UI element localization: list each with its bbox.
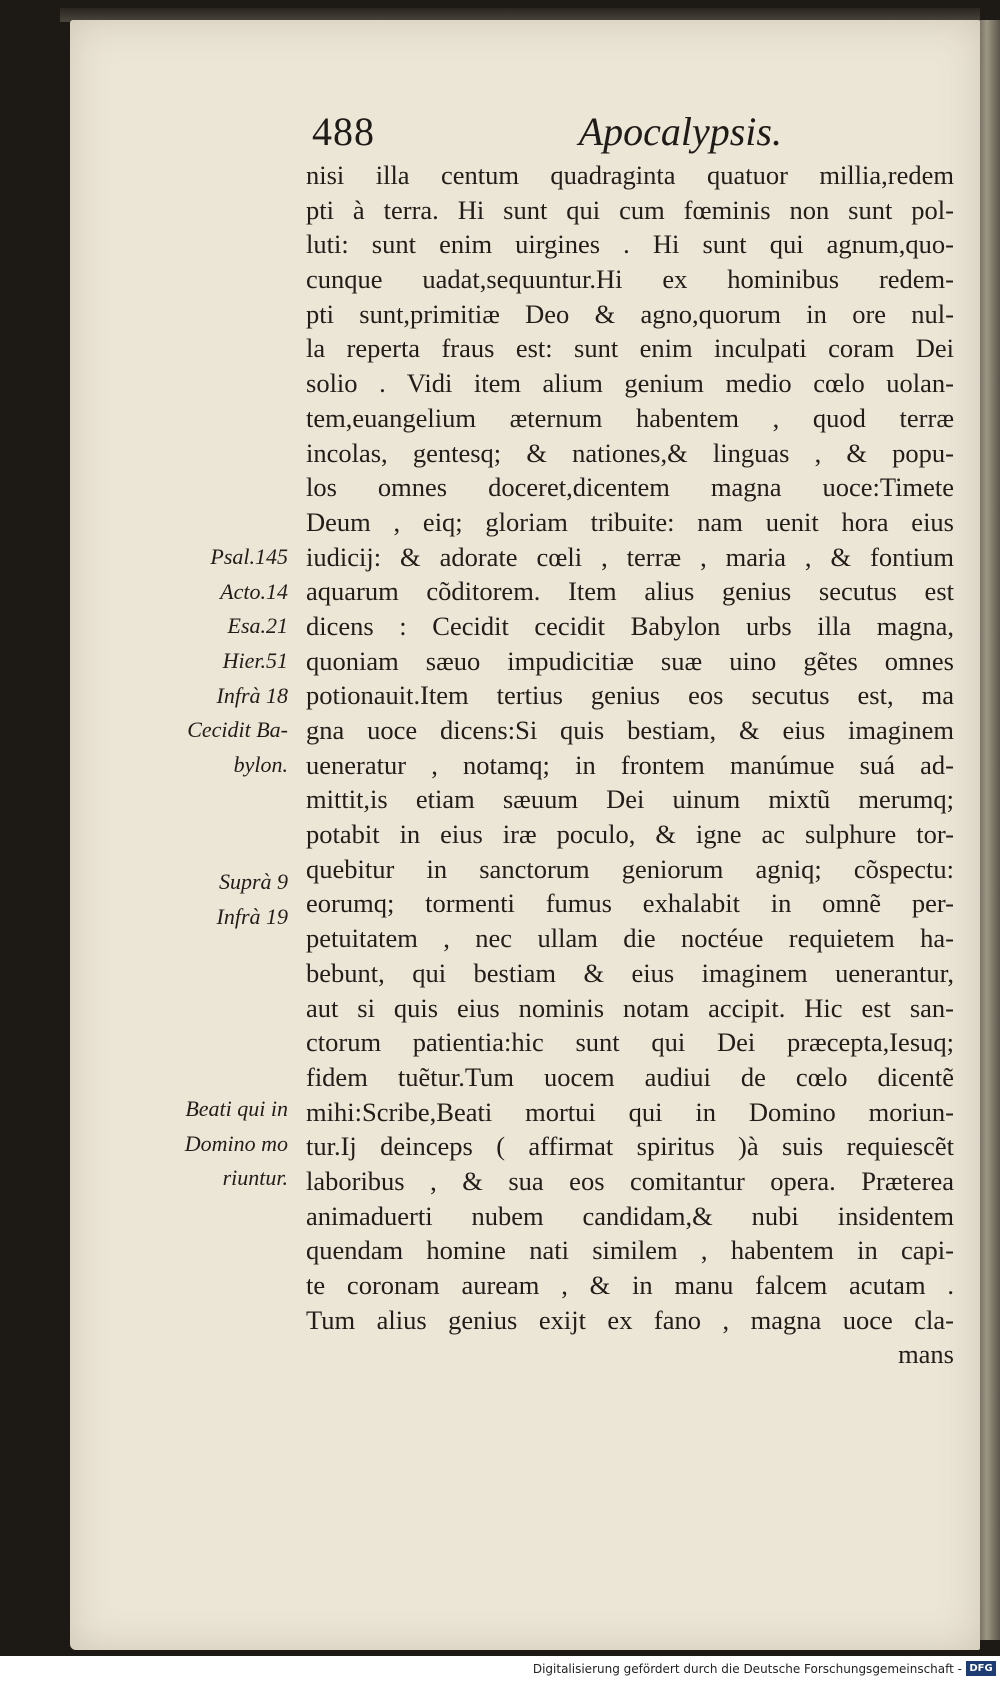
- margin-note-line: Infrà 19: [216, 903, 288, 929]
- margin-note-line: Hier.51: [222, 648, 288, 674]
- margin-note-line: Beati qui in: [185, 1096, 288, 1121]
- text-line: te coronam auream , & in manu falcem acutam .: [306, 1270, 954, 1300]
- footer-bar: [0, 1656, 1000, 1684]
- margin-note-line: Acto.14: [220, 578, 288, 604]
- text-line: aut si quis eius nominis notam accipit. Hic est san-: [306, 992, 954, 1023]
- text-line: gna uoce dicens:Si quis bestiam, & eius imaginem: [306, 715, 954, 745]
- text-line: petuitatem , nec ullam die noctéue requietem ha-: [306, 923, 954, 954]
- text-line: mittit,is etiam sæuum Dei uinum mixtũ merumq;: [306, 784, 954, 815]
- margin-notes-beati: [140, 1092, 288, 1196]
- text-line: incolas, gentesq; & nationes,& linguas , & popu-: [306, 437, 954, 468]
- page-number: 488: [312, 109, 375, 154]
- page-header: [312, 108, 782, 158]
- text-line: animaduerti nubem candidam,& nubi insidentem: [306, 1200, 954, 1231]
- margin-note-line: Esa.21: [227, 613, 288, 639]
- margin-note-line: Infrà 18: [216, 682, 288, 708]
- margin-note-line: Domino mo: [184, 1130, 288, 1156]
- margin-note-line: Cecidit Ba-: [187, 717, 288, 743]
- text-line: tem,euangelium æternum habentem , quod terræ: [306, 402, 954, 433]
- text-line: Tum alius genius exijt ex fano , magna uoce cla-: [306, 1304, 954, 1335]
- text-line: quebitur in sanctorum geniorum agniq; cõspectu:: [306, 853, 954, 884]
- text-line: potabit in eius iræ poculo, & igne ac sulphure tor-: [306, 819, 954, 850]
- text-line: potionauit.Item tertius genius eos secutus est, ma: [306, 680, 954, 711]
- text-line: ctorum patientia:hic sunt qui Dei præcepta,Iesuq;: [306, 1027, 954, 1058]
- text-line: laboribus , & sua eos comitantur opera. Præterea: [306, 1165, 954, 1196]
- text-line: luti: sunt enim uirgines . Hi sunt qui agnum,quo-: [306, 229, 954, 260]
- text-line: aquarum cõditorem. Item alius genius secutus est: [306, 576, 954, 607]
- margin-notes-psalms: [140, 540, 288, 783]
- text-line: tur.Ij deinceps ( affirmat spiritus )à suis requiescẽt: [306, 1131, 954, 1162]
- text-line: nisi illa centum quadraginta quatuor millia,redem: [306, 160, 954, 190]
- margin-note-line: bylon.: [233, 752, 288, 778]
- text-line: solio . Vidi item alium genium medio cœlo uolan-: [306, 368, 954, 399]
- text-line: quoniam sæuo impudicitiæ suæ uino gẽtes omnes: [306, 645, 954, 676]
- text-line: iudicij: & adorate cœli , terræ , maria , & fontium: [306, 541, 954, 572]
- text-line: pti à terra. Hi sunt qui cum fœminis non sunt pol-: [306, 194, 954, 225]
- margin-note-line: Suprà 9: [218, 869, 288, 894]
- footer-credit: Digitalisierung gefördert durch die Deutsche Forschungsgemeinschaft -: [532, 1662, 962, 1676]
- text-line: ueneratur , notamq; in frontem manúmue suá ad-: [306, 749, 954, 780]
- text-line: mans: [898, 1339, 954, 1370]
- text-line: pti sunt,primitiæ Deo & agno,quorum in ore nul-: [306, 298, 954, 329]
- dfg-logo: DFG: [966, 1661, 996, 1676]
- text-line: eorumq; tormenti fumus exhalabit in omnẽ per-: [306, 888, 954, 919]
- text-line: quendam homine nati similem , habentem in capi-: [306, 1235, 954, 1266]
- book-right-edge: [978, 20, 1000, 1640]
- running-title: Apocalypsis.: [578, 109, 782, 154]
- text-line: bebunt, qui bestiam & eius imaginem uenerantur,: [306, 957, 954, 988]
- margin-note-line: riuntur.: [222, 1165, 288, 1191]
- margin-note-line: Psal.145: [210, 544, 288, 569]
- text-line: dicens : Cecidit cecidit Babylon urbs illa magna,: [306, 610, 954, 641]
- text-line: Deum , eiq; gloriam tribuite: nam uenit hora eius: [306, 506, 954, 537]
- text-line: fidem tuẽtur.Tum uocem audiui de cœlo dicentẽ: [306, 1061, 954, 1092]
- text-line: los omnes doceret,dicentem magna uoce:Timete: [306, 472, 954, 503]
- margin-notes-supra: [140, 865, 288, 934]
- body-text: [306, 158, 954, 1372]
- text-line: mihi:Scribe,Beati mortui qui in Domino moriun-: [306, 1096, 954, 1127]
- text-line: la reperta fraus est: sunt enim inculpati coram Dei: [306, 333, 954, 364]
- text-line: cunque uadat,sequuntur.Hi ex hominibus redem-: [306, 264, 954, 295]
